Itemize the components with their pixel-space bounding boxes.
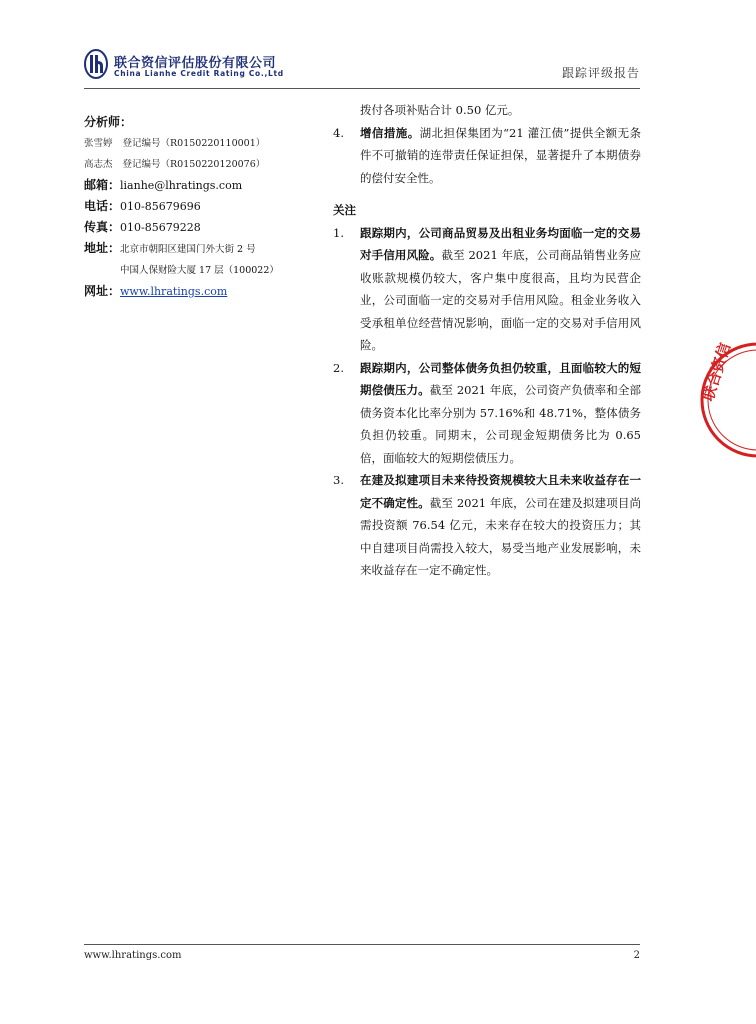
list-item — [333, 222, 641, 357]
analyst-reg: 登记编号（R0150220120076） — [122, 159, 266, 170]
analyst-label-row — [84, 112, 324, 133]
item-number: 4. — [333, 125, 344, 140]
company-name-cn: 联合资信评估股份有限公司 — [114, 56, 277, 71]
list-item — [333, 122, 641, 190]
analyst-entry — [84, 154, 324, 175]
email-label: 邮箱： — [84, 178, 121, 192]
analyst-reg: 登记编号（R0150220110001） — [122, 138, 266, 149]
svg-text:联合资信: 联合资信 — [698, 340, 735, 404]
analyst-name: 张雪婷 — [84, 138, 113, 149]
item-heading: 增信措施。 — [360, 125, 420, 140]
analyst-label: 分析师： — [84, 115, 133, 129]
item-number: 2. — [333, 360, 344, 375]
phone-label: 电话： — [84, 199, 121, 213]
phone-row — [84, 196, 324, 217]
address-line2: 中国人保财险大厦 17 层（100022） — [120, 265, 279, 276]
company-seal-icon — [696, 330, 756, 470]
website-link[interactable]: www.lhratings.com — [120, 285, 228, 298]
item-text: 截至 2021 年底，公司在建及拟建项目尚需投资额 76.54 亿元，未来存在较大的投资压力；其中自建项目尚需投入较大，易受当地产业发展影响，未来收益存在一定不确定性。 — [360, 495, 641, 577]
fax-label: 传真： — [84, 220, 121, 234]
report-type-title: 跟踪评级报告 — [561, 66, 640, 80]
address-line1: 北京市朝阳区建国门外大街 2 号 — [120, 244, 256, 255]
email-row — [84, 175, 324, 196]
item-number: 1. — [333, 225, 344, 240]
item-number: 3. — [333, 473, 344, 487]
analyst-name: 高志杰 — [84, 159, 113, 170]
analyst-entry — [84, 133, 324, 154]
item-text: 截至 2021 年底，公司商品销售业务应收账款规模仍较大，客户集中度很高，且均为民营企业，公司面临一定的交易对手信用风险。租金业务收入受承租单位经营情况影响，面临一定的交易对手信用风险。 — [360, 248, 642, 352]
company-name-en: China Lianhe Credit Rating Co.,Ltd — [114, 69, 284, 78]
address-label: 地址： — [84, 241, 121, 255]
lianhe-logo-icon — [84, 49, 108, 79]
main-text-column — [333, 99, 641, 582]
email-value[interactable]: lianhe@lhratings.com — [120, 179, 243, 192]
fax-value: 010-85679228 — [120, 221, 201, 234]
contact-panel — [84, 112, 324, 302]
website-label: 网址： — [84, 284, 121, 298]
item-heading: 在建及拟建项目未来待投资规模较大且未来收益存在一定不确定性。 — [360, 473, 641, 510]
item-heading: 跟踪期内，公司整体债务负担仍较重，且面临较大的短期偿债压力。 — [360, 360, 641, 397]
continued-paragraph: 拨付各项补贴合计 0.50 亿元。 — [360, 103, 520, 117]
list-item — [333, 357, 641, 470]
address-row — [84, 238, 324, 260]
phone-value: 010-85679696 — [120, 200, 201, 213]
footer-website[interactable]: www.lhratings.com — [84, 950, 182, 961]
item-heading: 跟踪期内，公司商品贸易及出租业务均面临一定的交易对手信用风险。 — [360, 225, 641, 262]
website-row — [84, 281, 324, 302]
page-header — [84, 44, 640, 88]
footer-divider — [84, 944, 640, 945]
header-divider — [84, 88, 640, 89]
page-number: 2 — [633, 950, 640, 961]
fax-row — [84, 217, 324, 238]
list-item — [333, 469, 641, 582]
concern-section-title: 关注 — [333, 203, 356, 217]
item-text: 截至 2021 年底，公司资产负债率和全部债务资本化比率分别为 57.16%和 48.71%，整体债务负担仍较重。同期末，公司现金短期债务比为 0.65 倍，面临较大的短期偿债压力。 — [360, 383, 641, 465]
item-text: 湖北担保集团为“21 灌江债”提供全额无条件不可撤销的连带责任保证担保，显著提升了本期债券的偿付安全性。 — [360, 125, 642, 185]
